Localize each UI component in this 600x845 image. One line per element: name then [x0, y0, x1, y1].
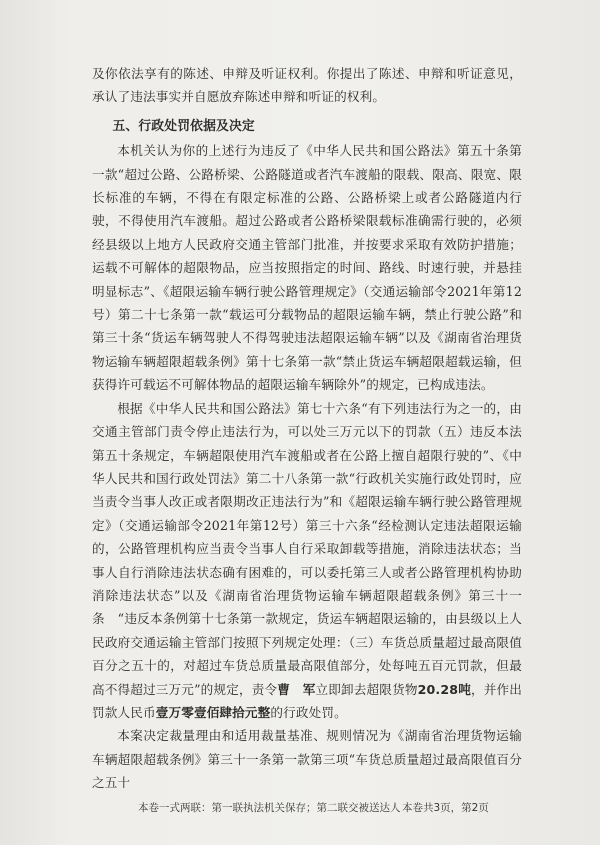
paragraph-decision: [92, 397, 522, 725]
section-heading: 五、行政处罚依据及决定: [112, 118, 255, 134]
party-name: 曹 军: [277, 681, 316, 697]
overload-weight: 20.28吨: [417, 681, 471, 697]
document-body: [92, 62, 522, 795]
paragraph-violation: 本机关认为你的上述行为违反了《中华人民共和国公路法》第五十条第一款“超过公路、公路桥梁、公路隧道或者汽车渡船的限载、限高、限宽、限长标准的车辆，不得在有限定标准的公路、公路桥梁上或者公路隧道内行驶，不得使用汽车渡船。超过公路或者公路桥梁限载标准确需行驶的，必须经县级以上地方人民政府交通主管部门批准，并按要求采取有效防护措施；运载不可解体的超限物品，应当按照指定的时间、路线、时速行驶，并悬挂明显标志”、《超限运输车辆行驶公路管理规定》（交通运输部令2021年第12号）第二十七条第一款“载运可分载物品的超限运输车辆，禁止行驶公路”和第三十条“货运车辆驾驶人不得驾驶违法超限运输车辆”以及《湖南省治理货物运输车辆超限超载条例》第十七条第一款“禁止货运车辆超限超载运输，但获得许可载运不可解体物品的超限运输车辆除外”的规定，已构成违法。: [92, 143, 522, 393]
paragraph-rights: 及你依法享有的陈述、申辩及听证权利。你提出了陈述、申辩和听证意见，承认了违法事实并自愿放弃陈述申辩和听证的权利。: [92, 66, 522, 105]
decision-text-a: 根据《中华人民共和国公路法》第七十六条“有下列违法行为之一的，由交通主管部门责令停止违法行为，可以处三万元以下的罚款（五）违反本法第五十条规定，车辆超限使用汽车渡船或者在公路上擅自超限行驶的”、《中华人民共和国行政处罚法》第二十八条第一款“行政机关实施行政处罚时，应当责令当事人改正或者限期改正违法行为”和《超限运输车辆行驶公路管理规定》（交通运输部令2021年第12号）第三十六条“经检测认定违法超限运输的，公路管理机构应当责令当事人自行采取卸载等措施，消除违法状态；当事人自行消除违法状态确有困难的，可以委托第三人或者公路管理机构协助消除违法状态”以及《湖南省治理货物运输车辆超限超载条例》第三十一条 “违反本条例第十七条第一款规定，货运车辆超限运输的，由县级以上人民政府交通运输主管部门按照下列规定处理：（三）车货总质量超过最高限值百分之五十的，对超过车货总质量最高限值部分，处每吨五百元罚款，但最高不得超过三万元”的规定，责令: [92, 400, 522, 697]
decision-text-d: 的行政处罚。: [270, 704, 347, 720]
footer-copies-note: 本卷一式两联：第一联执法机关保存；第二联交被送达人: [138, 802, 401, 814]
decision-text-c: ，并作出罚款人民币: [92, 681, 522, 720]
footer-page-number: 本卷共3页，第2页: [402, 802, 489, 814]
decision-text-b: 立即卸去超限货物: [315, 681, 418, 697]
paragraph-discretion: 本案决定裁量理由和适用裁量基准、规则情况为《湖南省治理货物运输车辆超限超载条例》第三十一条第一款第三项“车货总质量超过最高限值百分之五十: [92, 728, 522, 791]
fine-amount: 壹万零壹佰肆拾元整: [155, 704, 271, 720]
